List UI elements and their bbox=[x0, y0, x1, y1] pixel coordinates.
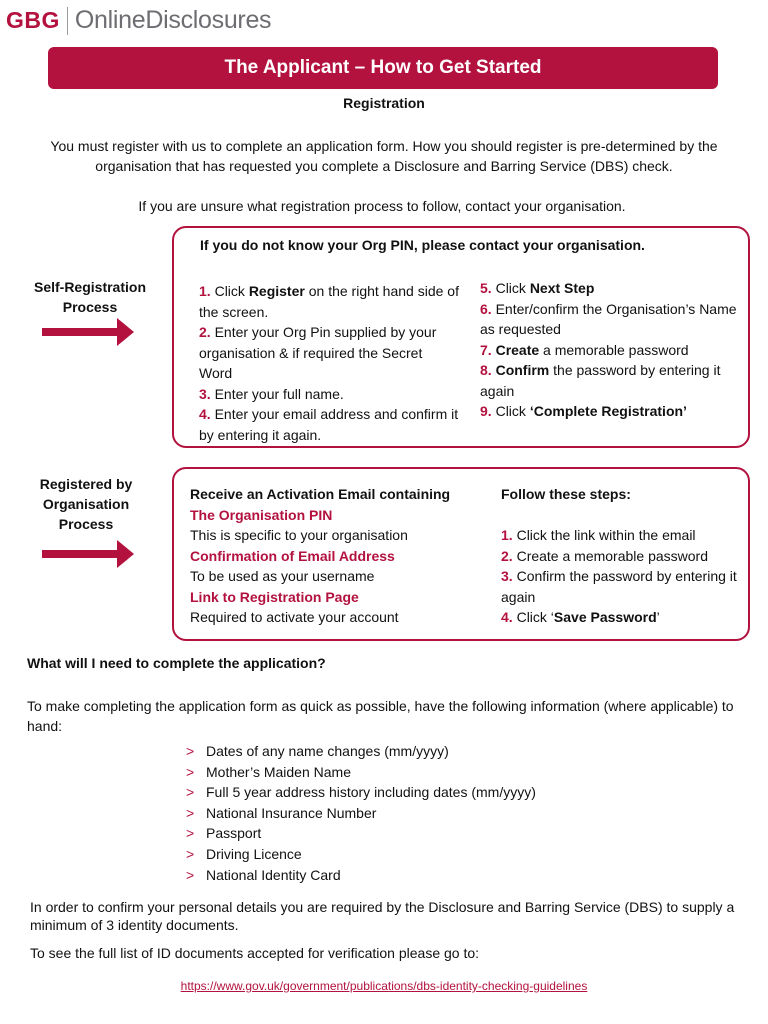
logo-product-name: OnlineDisclosures bbox=[74, 6, 272, 34]
registration-unsure-note: If you are unsure what registration process to follow, contact your organisation. bbox=[138, 198, 626, 214]
logo-gbg: GBG bbox=[6, 7, 60, 33]
step: 1. Click the link within the email bbox=[501, 527, 696, 543]
step: 5. Click Next Step bbox=[480, 280, 595, 296]
self-registration-label: Self-Registration Process bbox=[33, 279, 146, 315]
chevron-right-icon: > bbox=[186, 825, 195, 842]
chevron-right-icon: > bbox=[186, 804, 195, 821]
step: 2. Create a memorable password bbox=[501, 547, 708, 564]
id-list-note: To see the full list of ID documents accepted for verification please go to: bbox=[30, 945, 480, 961]
list-item: > National Identity Card bbox=[186, 865, 536, 886]
identity-documents-note: In order to confirm your personal details you are required by the Disclosure and Barring Service (DBS) to supply a minimum of 3 identity documents. bbox=[30, 899, 735, 933]
follow-steps-heading: Follow these steps: bbox=[501, 486, 631, 502]
chevron-right-icon: > bbox=[186, 743, 195, 759]
step: 4. Enter your email address and confirm it by entering it again. bbox=[199, 406, 459, 443]
step: 3. Enter your full name. bbox=[199, 385, 344, 402]
self-registration-steps-left bbox=[199, 281, 459, 445]
requirements-intro: To make completing the application form as quick as possible, have the following information (where applicable) to hand: bbox=[27, 698, 734, 734]
step: 2. Enter your Org Pin supplied by your organisation & if required the Secret Word bbox=[199, 324, 437, 381]
step: 6. Enter/confirm the Organisation’s Name as requested bbox=[480, 300, 737, 337]
list-item: > National Insurance Number bbox=[186, 803, 536, 824]
list-item: > Full 5 year address history including dates (mm/yyyy) bbox=[186, 782, 536, 803]
page-title-banner bbox=[48, 47, 718, 89]
org-follow-steps bbox=[501, 484, 746, 628]
requirements-list bbox=[186, 741, 536, 885]
arrow-right-icon bbox=[42, 550, 118, 558]
email-item-desc: To be used as your username bbox=[190, 568, 375, 584]
list-item: > Mother’s Maiden Name bbox=[186, 762, 536, 783]
email-item-desc: This is specific to your organisation bbox=[190, 527, 408, 543]
email-item-title: The Organisation PIN bbox=[190, 506, 333, 523]
logo bbox=[6, 6, 271, 35]
arrow-right-icon bbox=[42, 328, 118, 336]
list-item: > Passport bbox=[186, 823, 536, 844]
logo-divider bbox=[67, 7, 68, 35]
arrow-right-icon-head bbox=[117, 540, 134, 568]
self-registration-steps-right bbox=[480, 278, 742, 422]
org-registration-label: Registered by Organisation Process bbox=[39, 476, 133, 532]
page-title: The Applicant – How to Get Started bbox=[224, 57, 542, 78]
requirements-heading: What will I need to complete the application? bbox=[27, 655, 326, 671]
step: 8. Confirm the password by entering it again bbox=[480, 362, 721, 399]
chevron-right-icon: > bbox=[186, 763, 195, 780]
step: 1. Click Register on the right hand side of the screen. bbox=[199, 283, 459, 320]
email-item-title: Confirmation of Email Address bbox=[190, 547, 395, 564]
activation-email-contents bbox=[190, 484, 490, 628]
chevron-right-icon: > bbox=[186, 866, 195, 883]
step: 9. Click ‘Complete Registration’ bbox=[480, 403, 687, 419]
email-item-desc: Required to activate your account bbox=[190, 609, 399, 625]
chevron-right-icon: > bbox=[186, 845, 195, 862]
registration-heading: Registration bbox=[343, 95, 425, 111]
list-item: > Driving Licence bbox=[186, 844, 536, 865]
registration-intro: You must register with us to complete an application form. How you should register is pre-determined by the organisation that has requested you complete a Disclosure and Barring Service (DBS) check. bbox=[50, 138, 718, 174]
email-item-title: Link to Registration Page bbox=[190, 588, 359, 605]
step: 7. Create a memorable password bbox=[480, 341, 689, 358]
step: 4. Click ‘Save Password’ bbox=[501, 609, 660, 625]
dbs-guidelines-link[interactable]: https://www.gov.uk/government/publications/dbs-identity-checking-guidelines bbox=[180, 979, 588, 993]
list-item: > Dates of any name changes (mm/yyyy) bbox=[186, 741, 536, 762]
step: 3. Confirm the password by entering it again bbox=[501, 568, 737, 605]
arrow-right-icon-head bbox=[117, 318, 134, 346]
activation-email-heading: Receive an Activation Email containing bbox=[190, 486, 451, 502]
self-registration-heading: If you do not know your Org PIN, please contact your organisation. bbox=[200, 237, 645, 253]
chevron-right-icon: > bbox=[186, 784, 195, 801]
